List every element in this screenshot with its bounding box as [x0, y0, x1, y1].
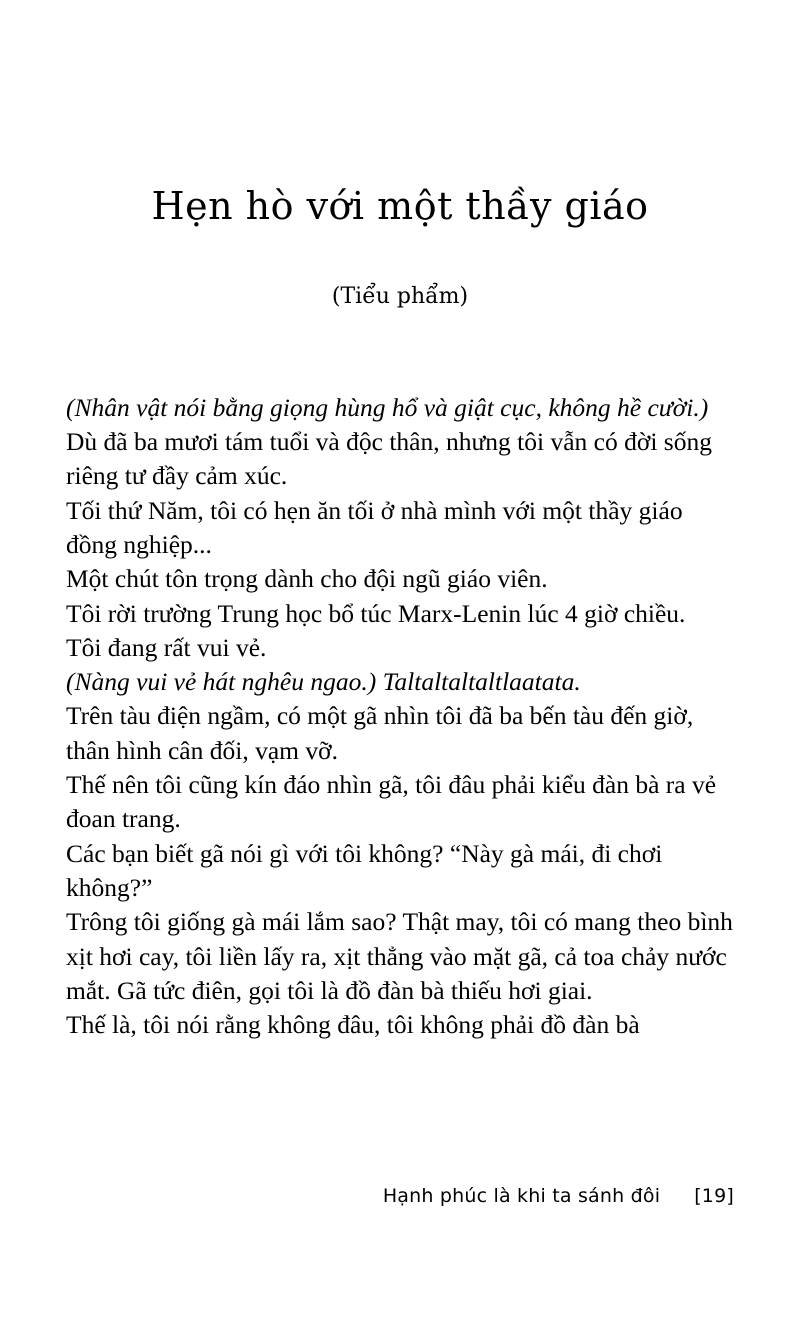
paragraph	[66, 665, 734, 699]
paragraph	[66, 494, 734, 563]
paragraph	[66, 562, 734, 596]
paragraph	[66, 699, 734, 768]
page-content	[66, 0, 734, 1042]
paragraph	[66, 391, 734, 494]
paragraph-text: Tôi đang rất vui vẻ.	[66, 632, 267, 662]
page-subtitle: (Tiểu phẩm)	[331, 283, 469, 309]
paragraph-text: Trông tôi giống gà mái lắm sao? Thật may, tôi có mang theo bình xịt hơi cay, tôi liền lấy ra, xịt thẳng vào mặt gã, cả toa chảy nước mắt. Gã tức điên, gọi tôi là đồ đàn bà thiếu hơi giai.	[66, 907, 733, 1005]
paragraph	[66, 1008, 734, 1042]
paragraph	[66, 768, 734, 837]
paragraph	[66, 597, 734, 631]
paragraph	[66, 905, 734, 1008]
paragraph-text: Thế là, tôi nói rằng không đâu, tôi không phải đồ đàn bà	[66, 1010, 640, 1040]
paragraph-text: Dù đã ba mươi tám tuổi và độc thân, nhưng tôi vẫn có đời sống riêng tư đầy cảm xúc.	[66, 427, 712, 491]
body-text	[66, 391, 734, 1043]
paragraph-text: Trên tàu điện ngầm, có một gã nhìn tôi đã ba bến tàu đến giờ, thân hình cân đối, vạm vỡ.	[66, 701, 694, 765]
paragraph	[66, 837, 734, 906]
page-title: Hẹn hò với một thầy giáo	[151, 184, 649, 228]
paragraph-text: Các bạn biết gã nói gì với tôi không? “Này gà mái, đi chơi không?”	[66, 838, 663, 902]
paragraph-text: Thế nên tôi cũng kín đáo nhìn gã, tôi đâu phải kiểu đàn bà ra vẻ đoan trang.	[66, 770, 717, 834]
paragraph-lead-italic: (Nhân vật nói bằng giọng hùng hổ và giật cục, không hề cười.)	[66, 392, 709, 422]
footer-book-title: Hạnh phúc là khi ta sánh đôi	[382, 1185, 661, 1207]
paragraph-text: Một chút tôn trọng dành cho đội ngũ giáo viên.	[66, 564, 548, 594]
page-footer	[66, 1185, 734, 1207]
paragraph	[66, 631, 734, 665]
paragraph-text: Tôi rời trường Trung học bổ túc Marx-Lenin lúc 4 giờ chiều.	[66, 598, 686, 628]
paragraph-text: Taltaltaltaltlaatata.	[376, 667, 581, 697]
paragraph-text: Tối thứ Năm, tôi có hẹn ăn tối ở nhà mình với một thầy giáo đồng nghiệp...	[66, 495, 683, 559]
paragraph-lead-italic: (Nàng vui vẻ hát nghêu ngao.)	[66, 667, 377, 697]
footer-page-number: [19]	[694, 1185, 734, 1207]
